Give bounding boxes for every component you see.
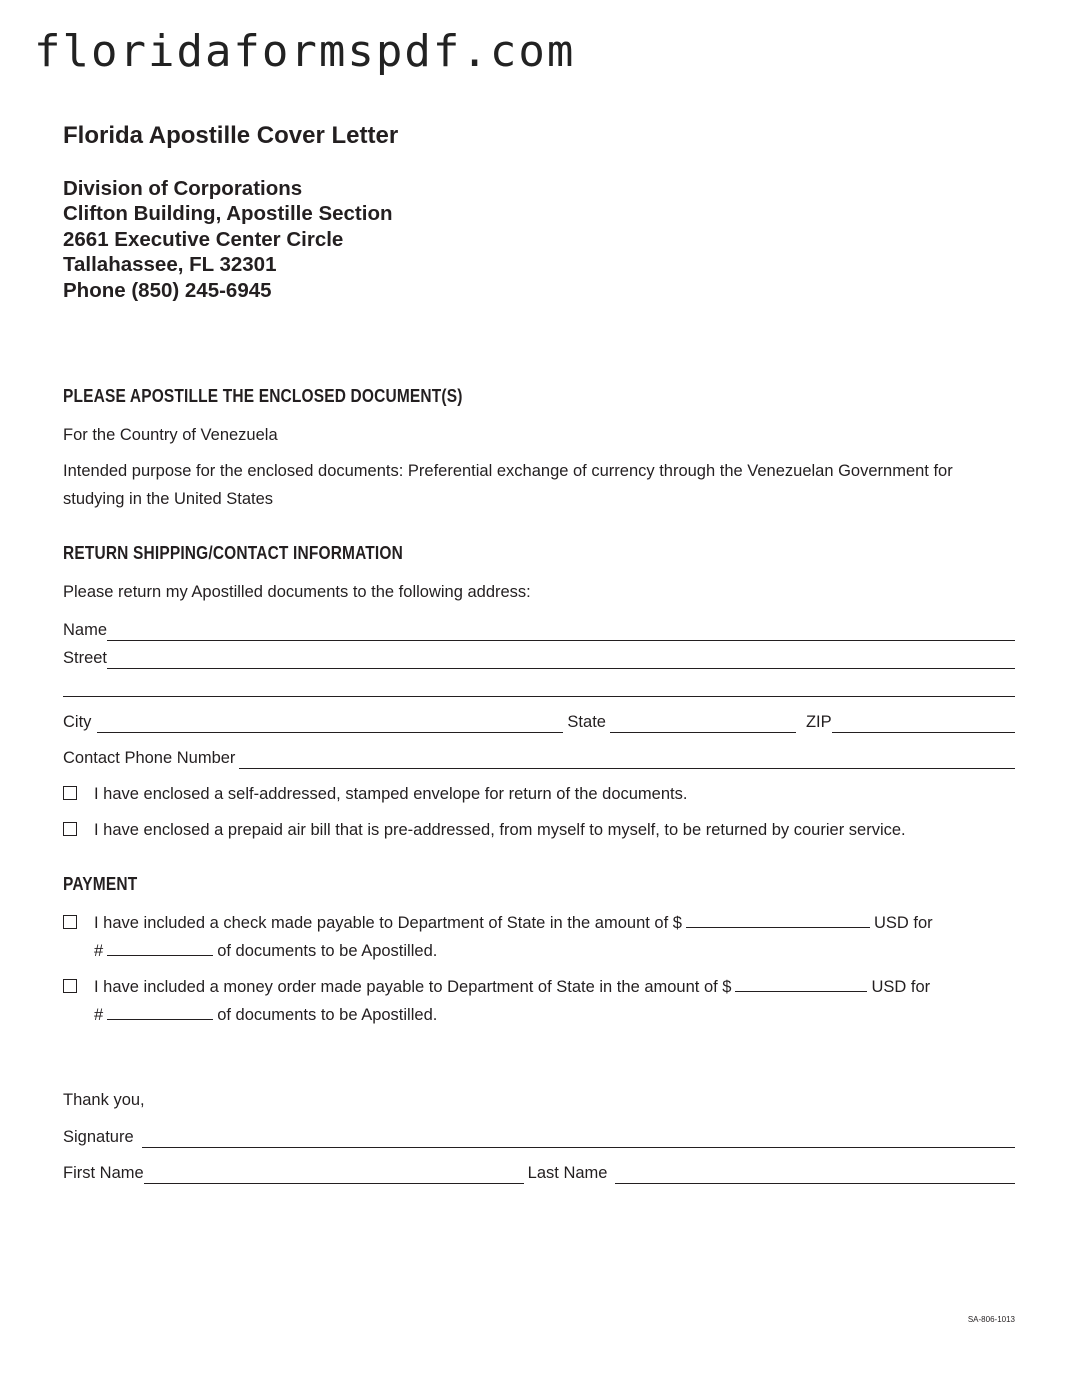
state-field[interactable] — [610, 714, 796, 733]
purpose-text: Intended purpose for the enclosed documents: Preferential exchange of currency through the Venezuelan Government for studying in the United States — [63, 462, 953, 508]
request-heading: PLEASE APOSTILLE THE ENCLOSED DOCUMENT(S) — [63, 386, 463, 406]
street-row-2 — [63, 673, 1015, 697]
name-row — [63, 617, 1015, 641]
airbill-checkbox[interactable] — [63, 822, 77, 836]
name-field[interactable] — [107, 622, 1015, 641]
check-hash: # — [94, 942, 104, 960]
contact-phone-label: Contact Phone Number — [63, 749, 236, 767]
payment-heading: PAYMENT — [63, 874, 138, 894]
money-order-docs-suffix: of documents to be Apostilled. — [217, 1006, 438, 1024]
state-label: State — [567, 713, 606, 731]
last-name-label: Last Name — [527, 1164, 608, 1182]
country-text: For the Country of Venezuela — [63, 426, 278, 444]
name-label: Name — [63, 621, 108, 639]
city-label: City — [63, 713, 92, 731]
signature-field[interactable] — [142, 1129, 1015, 1148]
first-name-field[interactable] — [144, 1165, 524, 1184]
money-order-amount-field[interactable] — [735, 973, 867, 992]
money-order-hash: # — [94, 1006, 104, 1024]
address-street: 2661 Executive Center Circle — [63, 227, 344, 251]
zip-label: ZIP — [805, 713, 832, 731]
check-checkbox[interactable] — [63, 915, 77, 929]
money-order-doc-count-field[interactable] — [107, 1001, 213, 1020]
money-order-usd-for: USD for — [871, 978, 931, 996]
money-order-option-label: I have included a money order made payable to Department of State in the amount of $ — [94, 978, 732, 996]
address-building: Clifton Building, Apostille Section — [63, 202, 393, 226]
contact-phone-field[interactable] — [239, 750, 1015, 769]
last-name-field[interactable] — [615, 1165, 1015, 1184]
first-name-label: First Name — [63, 1164, 144, 1182]
street-row — [63, 645, 1015, 669]
phone-row — [63, 745, 1015, 769]
check-amount-field[interactable] — [686, 909, 870, 928]
money-order-checkbox[interactable] — [63, 979, 77, 993]
check-doc-count-field[interactable] — [107, 937, 213, 956]
airbill-option-label: I have enclosed a prepaid air bill that is pre-addressed, from myself to myself, to be returned by courier service. — [94, 821, 906, 839]
address-city: Tallahassee, FL 32301 — [63, 253, 277, 277]
watermark: floridaformspdf.com — [34, 26, 576, 77]
zip-field[interactable] — [832, 714, 1015, 733]
thank-you: Thank you, — [63, 1091, 145, 1109]
envelope-checkbox[interactable] — [63, 786, 77, 800]
shipping-intro: Please return my Apostilled documents to the following address: — [63, 583, 531, 601]
shipping-heading: RETURN SHIPPING/CONTACT INFORMATION — [63, 543, 403, 563]
street-field-2[interactable] — [63, 678, 1015, 697]
city-field[interactable] — [97, 714, 563, 733]
street-field[interactable] — [107, 650, 1015, 669]
mailing-address — [63, 176, 393, 303]
signature-label: Signature — [63, 1128, 134, 1146]
street-label: Street — [63, 649, 108, 667]
name-signoff-row — [63, 1160, 1015, 1184]
form-title: Florida Apostille Cover Letter — [63, 122, 399, 149]
address-division: Division of Corporations — [63, 177, 303, 200]
address-phone: Phone (850) 245-6945 — [63, 278, 272, 302]
form-code: SA-806-1013 — [967, 1315, 1015, 1324]
envelope-option-label: I have enclosed a self-addressed, stamped envelope for return of the documents. — [94, 785, 688, 803]
signature-row — [63, 1124, 1015, 1148]
check-usd-for: USD for — [873, 914, 933, 932]
check-docs-suffix: of documents to be Apostilled. — [217, 942, 438, 960]
check-option-label: I have included a check made payable to Department of State in the amount of $ — [94, 914, 682, 932]
city-state-zip-row — [63, 709, 1015, 733]
